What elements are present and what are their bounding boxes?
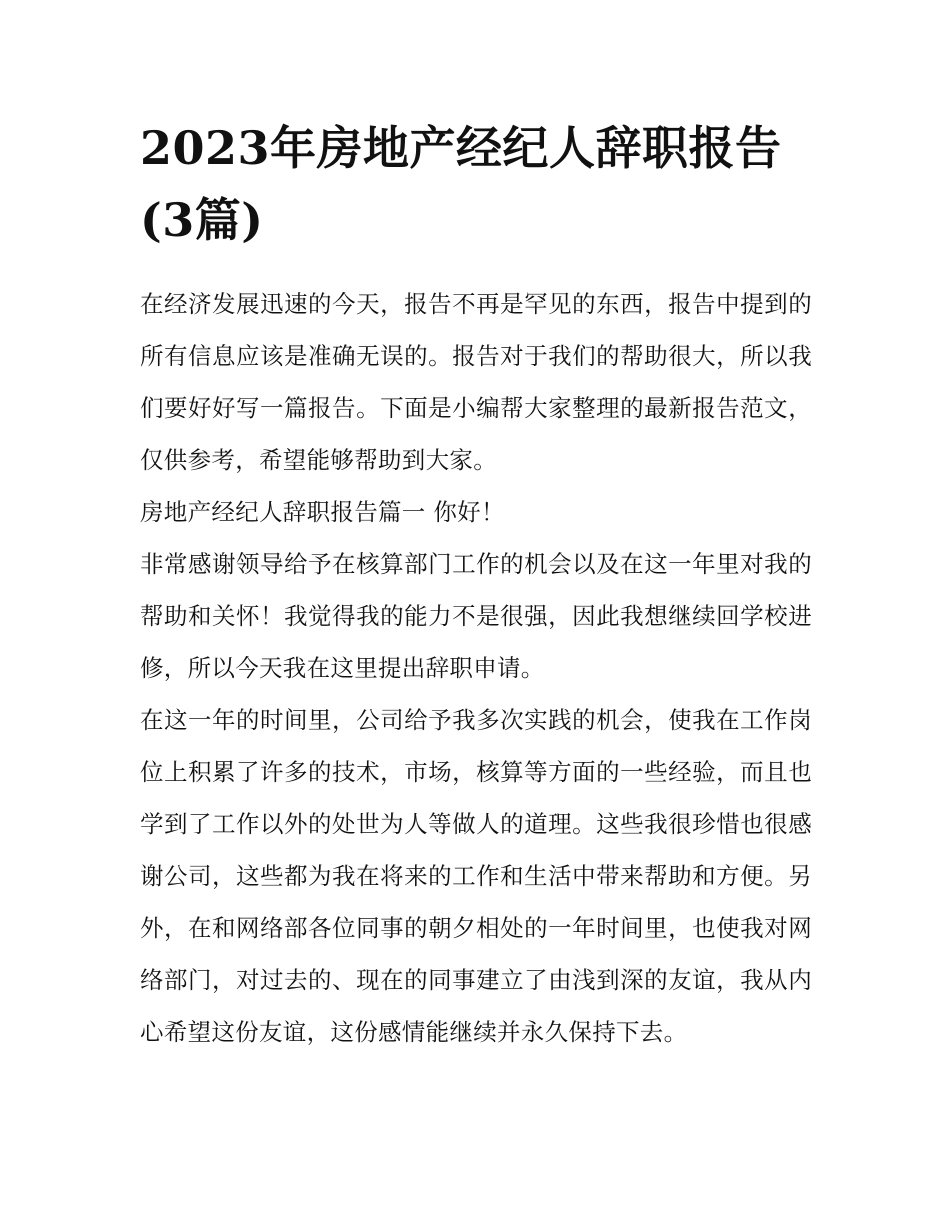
document-title — [140, 112, 812, 256]
thanks-paragraph: 非常感谢领导给予在核算部门工作的机会以及在这一年里对我的帮助和关怀！我觉得我的能力不是很强，因此我想继续回学校进修，所以今天我在这里提出辞职申请。 — [140, 550, 812, 682]
section-heading-paragraph: 房地产经纪人辞职报告篇一 你好！ — [140, 498, 505, 526]
title-line-2: (3篇) — [140, 193, 264, 247]
title-line-1: 2023年房地产经纪人辞职报告 — [140, 121, 782, 175]
intro-paragraph: 在经济发展迅速的今天，报告不再是罕见的东西，报告中提到的所有信息应该是准确无误的。报告对于我们的帮助很大，所以我们要好好写一篇报告。下面是小编帮大家整理的最新报告范文，仅供参考，希望能够帮助到大家。 — [140, 290, 812, 474]
document-body — [140, 112, 812, 1058]
experience-paragraph: 在这一年的时间里，公司给予我多次实践的机会，使我在工作岗位上积累了许多的技术，市场，核算等方面的一些经验，而且也学到了工作以外的处世为人等做人的道理。这些我很珍惜也很感谢公司，这些都为我在将来的工作和生活中带来帮助和方便。另外，在和网络部各位同事的朝夕相处的一年时间里，也使我对网络部门，对过去的、现在的同事建立了由浅到深的友谊，我从内心希望这份友谊，这份感情能继续并永久保持下去。 — [140, 706, 812, 1046]
